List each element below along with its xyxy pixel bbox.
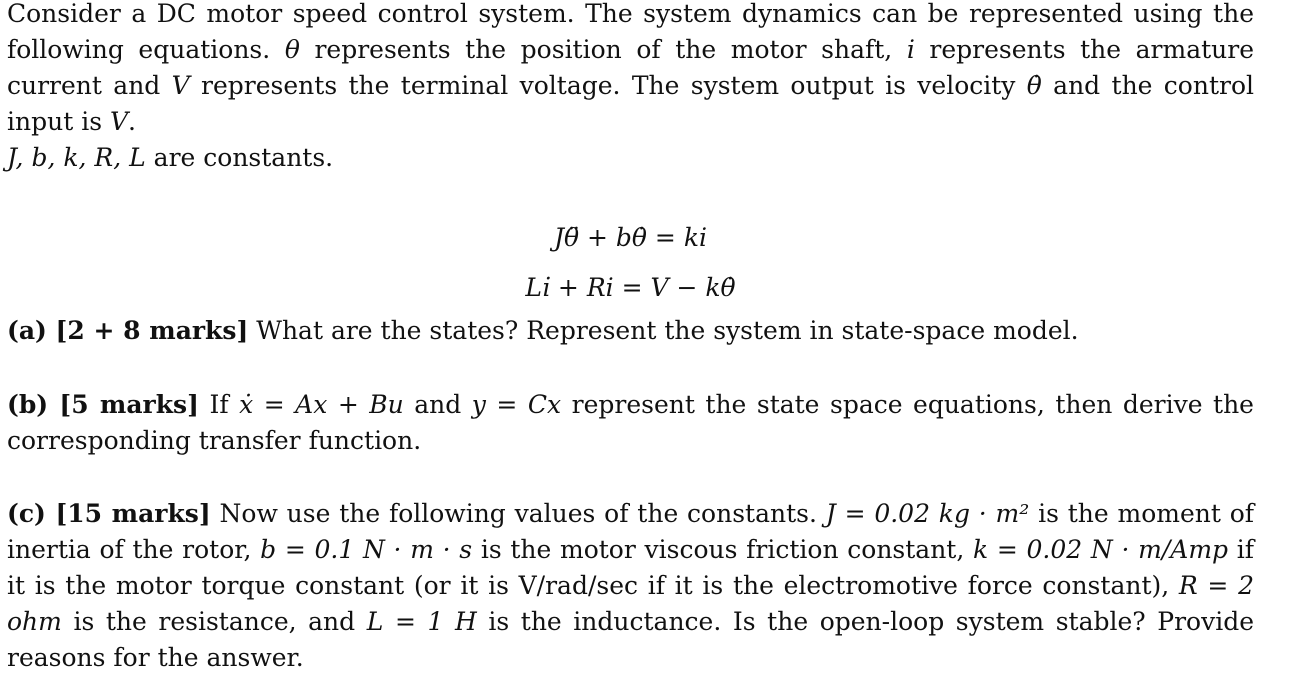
intro-text-6: . (128, 107, 136, 136)
question-c-text-3: is the motor viscous friction constant, (472, 535, 974, 564)
question-b-text-3: represent the state space equations, then derive the corresponding transfer function. (7, 390, 1254, 455)
output-equation: y = Cx (471, 390, 562, 419)
question-c-text-4: if it is the motor torque constant (or it is V/rad/sec if it is the electromotive force constant), (7, 535, 1255, 600)
question-a-label: (a) [2 + 8 marks] (7, 316, 249, 345)
question-c-label: (c) [15 marks] (7, 499, 211, 528)
inductance-value: L = 1 H (366, 607, 477, 636)
current-symbol: i (906, 35, 915, 64)
intro-paragraph (7, 0, 1254, 176)
state-equation: ẋ = Ax + Bu (239, 390, 404, 419)
intro-text-1: Consider a DC motor speed control system. The system dynamics can be represented using the following equations. (7, 0, 1254, 64)
question-b-text-1: If (198, 390, 240, 419)
equation-electrical: Li̇ + Ri = V − kθ̇ (525, 273, 736, 302)
question-a (7, 313, 1254, 349)
question-a-text: What are the states? Represent the system in state-space model. (248, 316, 1079, 345)
resistance-value: R = 2 ohm (7, 571, 1254, 636)
question-b-label: (b) [5 marks] (7, 390, 199, 419)
voltage-symbol-2: V (109, 107, 129, 136)
constants-list: J, b, k, R, L (7, 143, 146, 172)
intro-text-7: are constants. (145, 143, 334, 172)
question-c-text-2: is the moment of inertia of the rotor, (7, 499, 1255, 564)
question-b (7, 387, 1254, 459)
question-b-text-2: and (403, 390, 472, 419)
voltage-symbol: V (171, 71, 190, 100)
inertia-value: J = 0.02 kg · m² (825, 499, 1030, 528)
question-c-text-1: Now use the following values of the constants. (210, 499, 826, 528)
intro-text-4: represents the terminal voltage. The system output is velocity (189, 71, 1027, 100)
question-c-text-6: is the inductance. Is the open-loop system stable? Provide reasons for the answer. (7, 607, 1254, 672)
theta-symbol: θ (284, 35, 300, 64)
equation-mechanical: Jθ̈ + bθ̇ = ki (554, 223, 707, 252)
intro-text-2: represents the position of the motor shaft, (299, 35, 907, 64)
question-c-text-5: is the resistance, and (61, 607, 367, 636)
friction-value: b = 0.1 N · m · s (260, 535, 473, 564)
intro-text-5: and the control input is (7, 71, 1255, 136)
intro-text-3: represents the armature current and (7, 35, 1255, 100)
torque-constant-value: k = 0.02 N · m/Amp (973, 535, 1229, 564)
equation-block (7, 213, 1254, 313)
theta-dot-symbol: θ̇ (1026, 71, 1042, 100)
question-c (7, 496, 1254, 676)
